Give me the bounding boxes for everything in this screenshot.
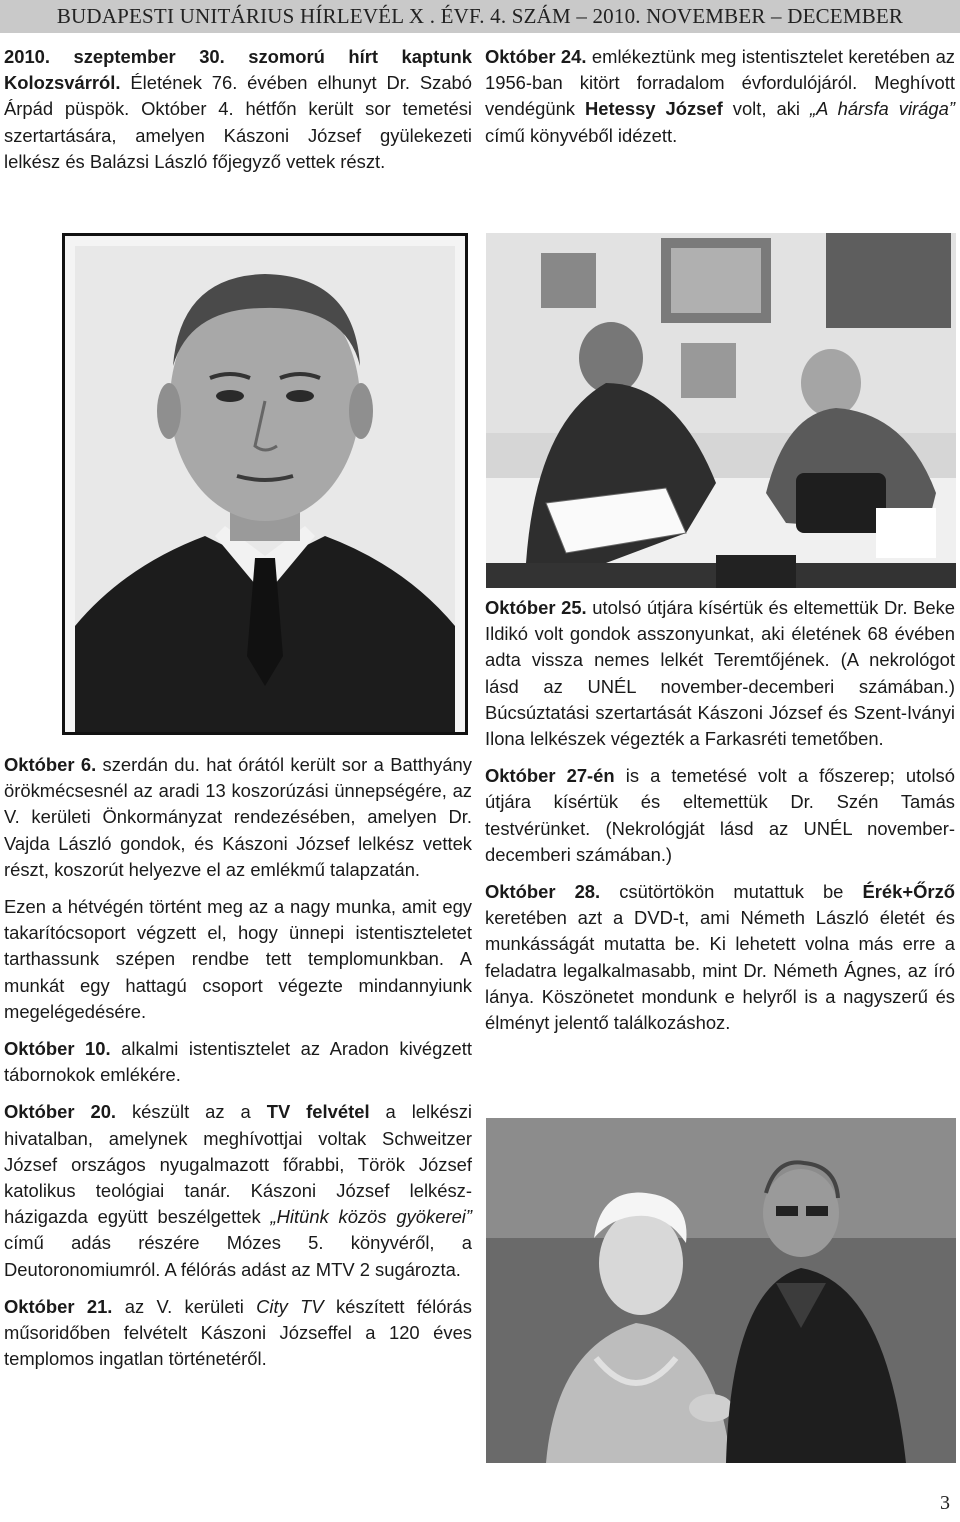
oct21-paragraph: Október 21. az V. kerületi City TV készített félórás műsoridőben felvételt Kászoni Józseffel a 120 éves templomos ingatlan történetéről. xyxy=(4,1295,472,1370)
oct6-date: Október 6. xyxy=(4,754,97,775)
film-series: Érék+Őrző xyxy=(862,881,955,903)
oct25-date: Október 25. xyxy=(485,597,587,618)
obituary-text: Életének 76. évében elhunyt Dr. Szabó Árpád püspök. Október 4. hétfőn került sor temetési szertartására, amelyen Kászoni József gyülekezeti lelkész és Balázsi László főjegyző vettek részt. xyxy=(4,72,472,172)
oct6-paragraph: Október 6. szerdán du. hat órától került sor a Batthyány örökmécsesnél az aradi 13 koszorúzási ünnepségére, az V. kerületi Önkormányzat rendezésében, amelyen Dr. Vajda László gondok, és Kászoni József lelkész vettek részt, koszorút helyezve el az emlékmű talapzatán. xyxy=(4,754,472,880)
obituary-paragraph xyxy=(4,44,472,175)
left-top-column xyxy=(4,44,472,186)
book-signing-photo xyxy=(486,233,956,588)
right-middle-column xyxy=(485,595,955,1047)
right-top-column xyxy=(485,44,955,160)
oct20-date: Október 20. xyxy=(4,1101,117,1123)
portrait-photo xyxy=(62,233,468,735)
oct27-paragraph: Október 27-én is a temetésé volt a főszerep; utolsó útjára kísértük és eltemettük Dr. Szén Tamás testvérünket. (Nekrológját lásd az UNÉL november-decemberi számában.) xyxy=(485,765,955,865)
oct10-date: Október 10. xyxy=(4,1038,111,1060)
oct25-paragraph: Október 25. utolsó útjára kísértük és eltemettük Dr. Beke Ildikó volt gondok asszonyunkat, aki életének 68 évében adta vissza nemes lelkét Teremtőjének. (A nekrológot lásd az UNÉL november-decemberi számában.) Búcsúztatási szertartását Kászoni József és Szent-Iványi Ilona lelkészek végezték a Farkasréti temetőben. xyxy=(485,597,955,750)
conversation-image xyxy=(486,1118,956,1463)
running-header: BUDAPESTI UNITÁRIUS HÍRLEVÉL X . ÉVF. 4. SZÁM – 2010. NOVEMBER – DECEMBER xyxy=(0,0,960,33)
oct21-date: Október 21. xyxy=(4,1295,113,1317)
book-signing-image xyxy=(486,233,956,588)
guest-name: Hetessy József xyxy=(584,98,723,120)
left-bottom-column xyxy=(4,752,472,1383)
city-tv: City TV xyxy=(256,1295,324,1317)
oct27-date: Október 27-én xyxy=(485,765,615,787)
book-title: „A hársfa virága” xyxy=(809,98,955,120)
oct28-date: Október 28. xyxy=(485,881,601,903)
oct28-paragraph: Október 28. csütörtökön mutattuk be Érék+Őrző keretében azt a DVD-t, ami Németh László életét és munkásságát mutatta be. Ki lehetett volna más erre a feladatra legalkalmasabb, mint Dr. Németh Ágnes, az író lánya. Köszönetet mondunk e helyről is a nagyszerű és élményt jelentő találkozáshoz. xyxy=(485,881,955,1034)
conversation-photo xyxy=(486,1118,956,1463)
cleaning-paragraph: Ezen a hétvégén történt meg az a nagy munka, amit egy takarítócsoport végzett el, hogy ünnepi istentiszteletet tarthassunk szépen rendbe tett templomunkban. A munkát egy hattagú csoport végezte mindannyiunk megelégedésére. xyxy=(4,896,472,1022)
oct24-date: Október 24. xyxy=(485,46,587,67)
oct20-paragraph: Október 20. készült az a TV felvétel a lelkészi hivatalban, amelynek meghívottjai voltak Schweitzer József országos nyugalmazott főrabbi, Török József katolikus teológiai tanár. Kászoni József lelkész-házigazda együtt beszélgettek „Hitünk közös gyökerei” című adás részére Mózes 5. könyvéről, a Deutoronomiumról. A félórás adást az MTV 2 sugározta. xyxy=(4,1101,473,1280)
portrait-image xyxy=(65,236,465,732)
page-number: 3 xyxy=(940,1492,950,1514)
program-title: „Hitünk közös gyökerei” xyxy=(270,1206,473,1228)
oct10-paragraph: Október 10. alkalmi istentisztelet az Aradon kivégzett tábornokok emlékére. xyxy=(4,1038,472,1086)
tv-recording: TV felvétel xyxy=(266,1101,370,1123)
obituary-date: 2010. szeptember 30. szomorú hírt kaptunk Kolozsvárról. xyxy=(4,46,472,94)
oct24-paragraph: Október 24. emlékeztünk meg istentisztelet keretében az 1956-ban kitört forradalom évfordulójáról. Meghívott vendégünk Hetessy József volt, aki „A hársfa virága” című könyvéből idézett. xyxy=(485,46,956,146)
